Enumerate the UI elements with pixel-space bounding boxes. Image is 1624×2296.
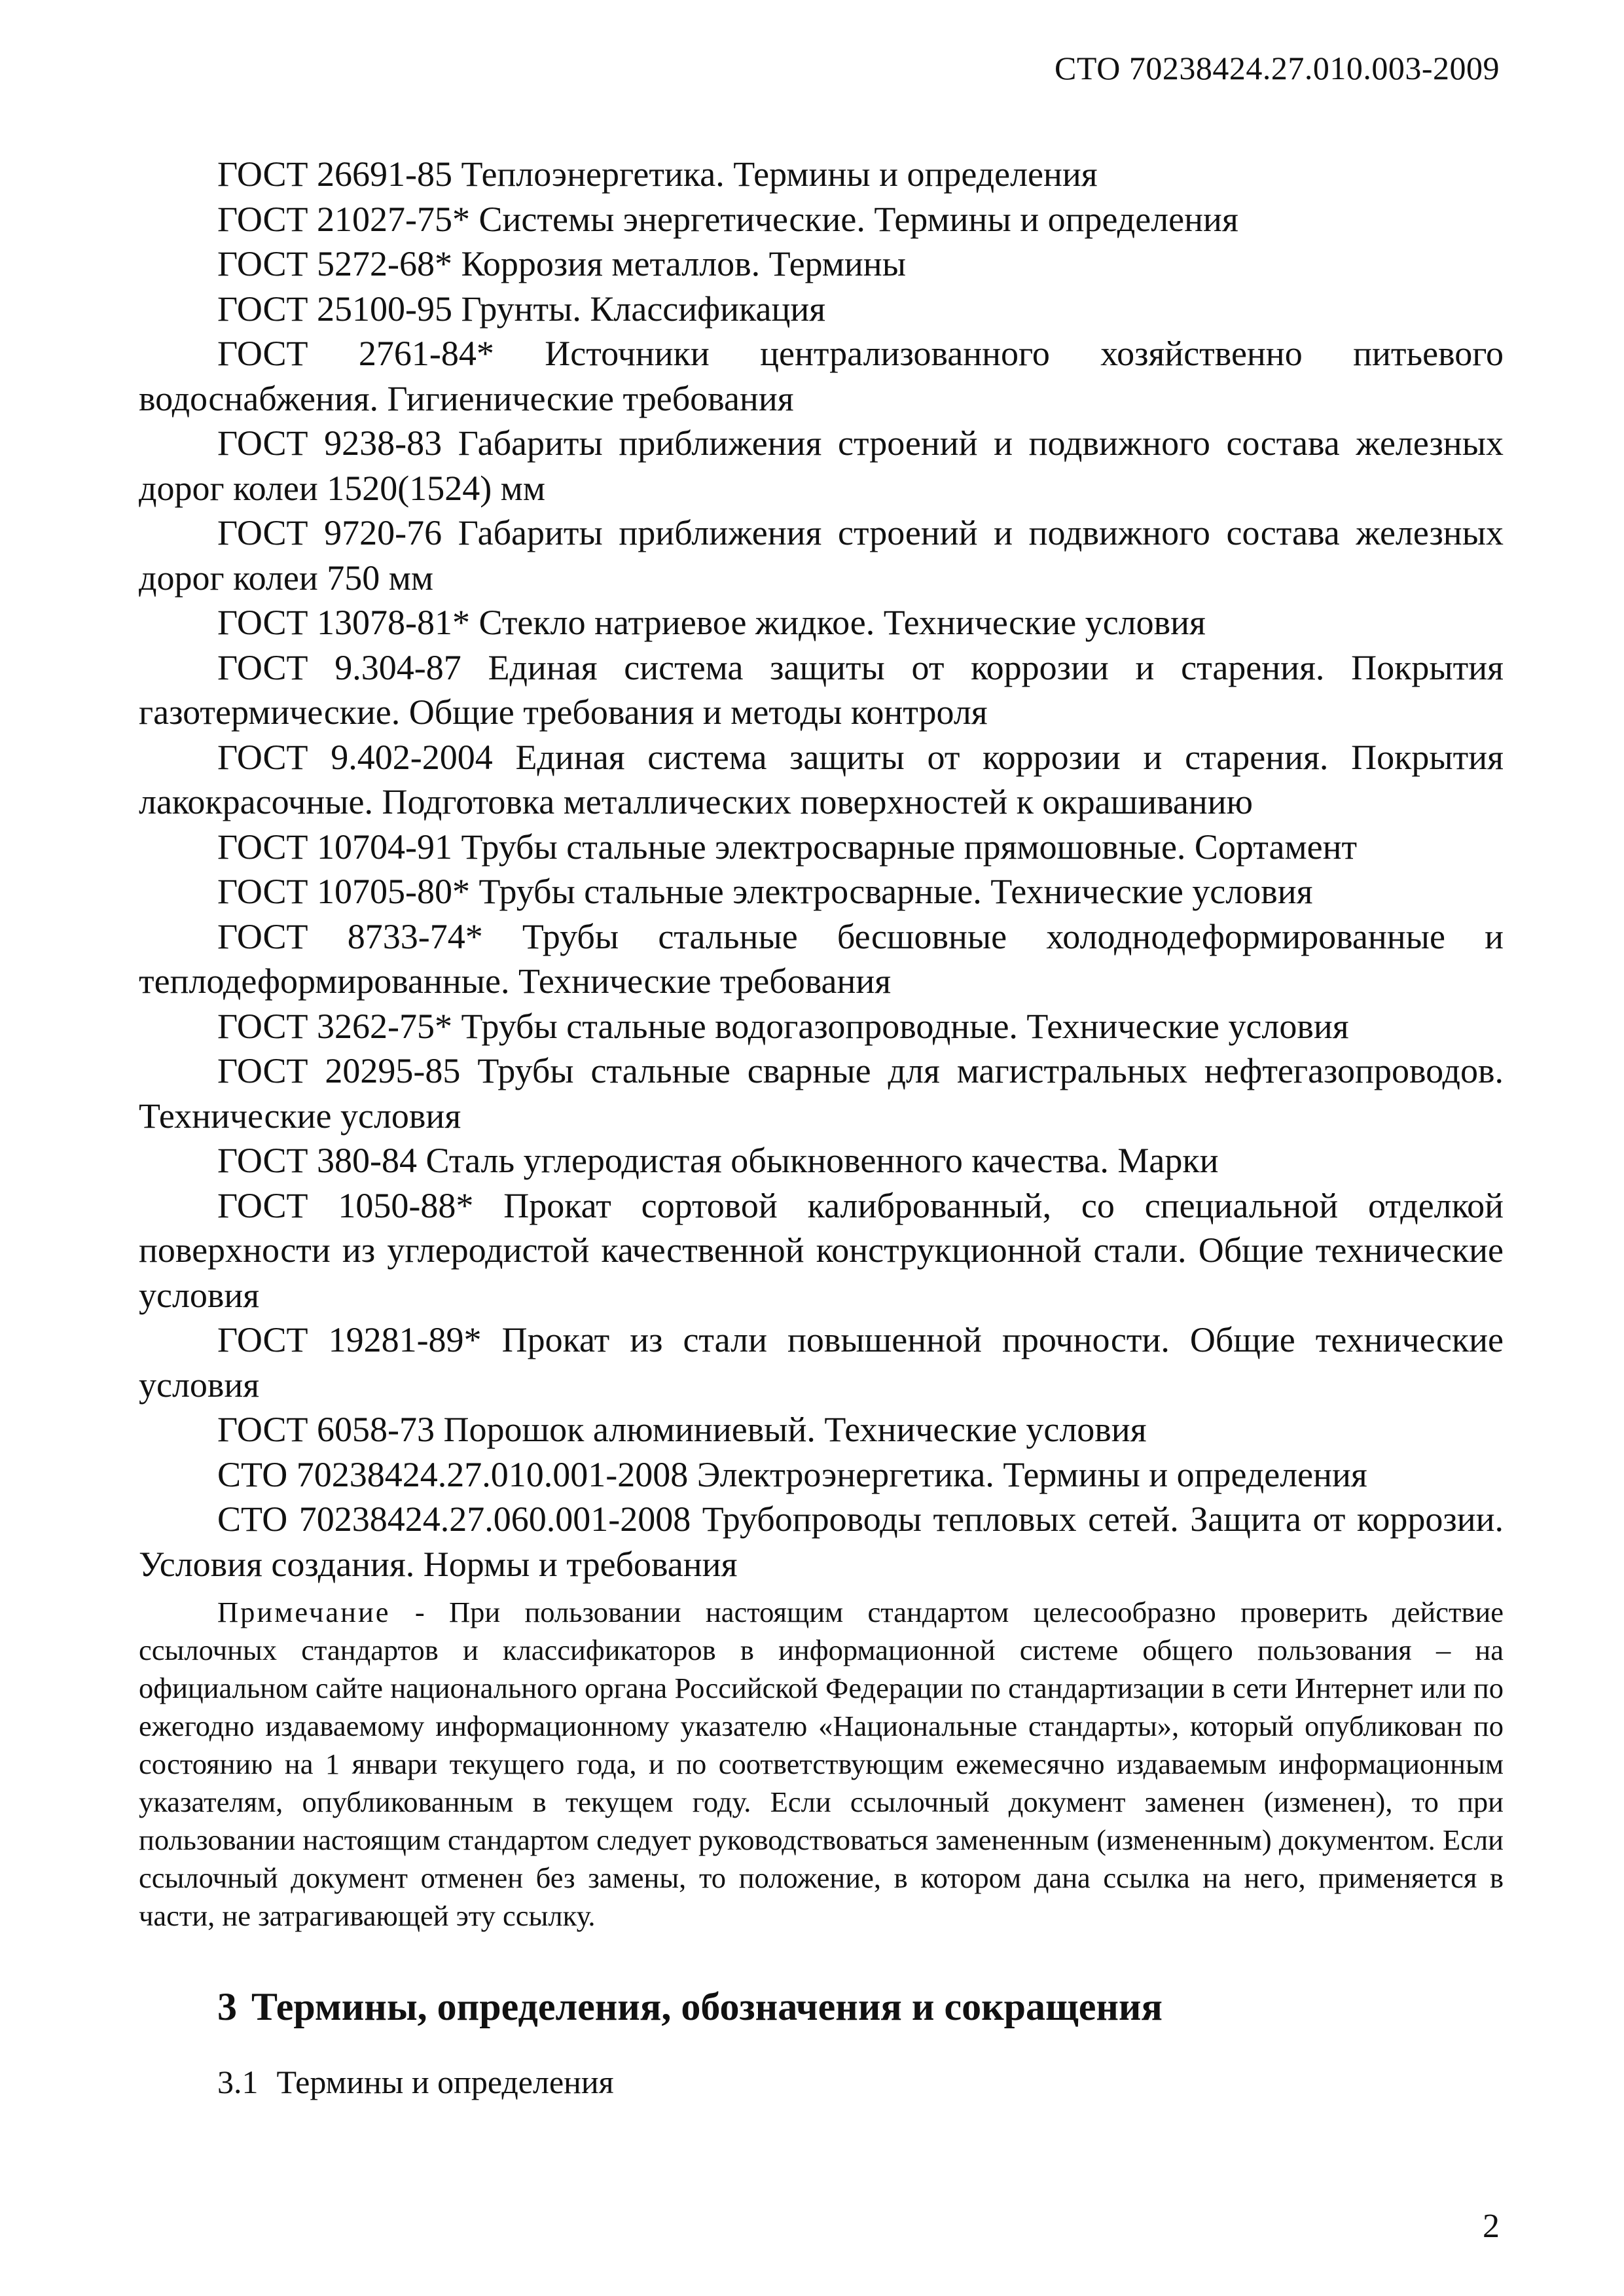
reference-entry: ГОСТ 19281-89* Прокат из стали повышенной прочности. Общие технические условия <box>139 1320 1504 1405</box>
reference-entry: ГОСТ 10705-80* Трубы стальные электросварные. Технические условия <box>217 872 1313 911</box>
reference-entry: ГОСТ 3262-75* Трубы стальные водогазопроводные. Технические условия <box>217 1006 1349 1046</box>
section-title: Термины, определения, обозначения и сокращения <box>251 1985 1163 2028</box>
reference-entry: ГОСТ 1050-88* Прокат сортовой калиброванный, со специальной отделкой поверхности из углеродистой качественной конструкционной стали. Общие технические условия <box>139 1185 1504 1315</box>
reference-entry: ГОСТ 25100-95 Грунты. Классификация <box>217 289 826 329</box>
subsection-heading <box>139 2060 1504 2104</box>
reference-entry: СТО 70238424.27.060.001-2008 Трубопроводы тепловых сетей. Защита от коррозии. Условия создания. Нормы и требования <box>139 1499 1504 1584</box>
reference-entry: ГОСТ 6058-73 Порошок алюминиевый. Технические условия <box>217 1410 1147 1449</box>
note-paragraph <box>139 1593 1504 1935</box>
reference-entry: ГОСТ 26691-85 Теплоэнергетика. Термины и определения <box>217 154 1098 194</box>
reference-entry: ГОСТ 9.402-2004 Единая система защиты от коррозии и старения. Покрытия лакокрасочные. Подготовка металлических поверхностей к окрашиванию <box>139 737 1504 821</box>
subsection-number: 3.1 <box>217 2064 259 2100</box>
reference-entry: ГОСТ 20295-85 Трубы стальные сварные для магистральных нефтегазопроводов. Технические условия <box>139 1051 1504 1136</box>
note-label: Примечание <box>217 1596 391 1628</box>
subsection-title: Термины и определения <box>276 2064 614 2100</box>
reference-entry: СТО 70238424.27.010.001-2008 Электроэнергетика. Термины и определения <box>217 1454 1367 1494</box>
reference-entry: ГОСТ 8733-74* Трубы стальные бесшовные холоднодеформированные и теплодеформированные. Технические требования <box>139 916 1504 1001</box>
note-text: - При пользовании настоящим стандартом целесообразно проверить действие ссылочных стандартов и классификаторов в информационной системе общего пользования – на официальном сайте национального органа Российской Федерации по стандартизации в сети Интернет или по ежегодно издаваемому информационному указателю «Национальные стандарты», который опубликован по состоянию на 1 январи текущего года, и по соответствующим ежемесячно издаваемым информационным указателям, опубликованным в текущем году. Если ссылочный документ заменен (изменен), то при пользовании настоящим стандартом следует руководствоваться замененным (измененным) документом. Если ссылочный документ отменен без замены, то положение, в котором дана ссылка на него, применяется в части, не затрагивающей эту ссылку. <box>139 1596 1504 1932</box>
section-number: 3 <box>217 1985 237 2028</box>
page-number: 2 <box>1483 2208 1500 2245</box>
reference-entry: ГОСТ 21027-75* Системы энергетические. Термины и определения <box>217 199 1238 239</box>
reference-entry: ГОСТ 9238-83 Габариты приближения строений и подвижного состава железных дорог колеи 1520(1524) мм <box>139 423 1504 508</box>
reference-entry: ГОСТ 5272-68* Коррозия металлов. Термины <box>217 244 906 283</box>
reference-entry: ГОСТ 380-84 Сталь углеродистая обыкновенного качества. Марки <box>217 1141 1219 1180</box>
document-body <box>139 152 1504 2104</box>
reference-entry: ГОСТ 2761-84* Источники централизованного хозяйственно питьевого водоснабжения. Гигиенические требования <box>139 334 1504 418</box>
document-code-header: СТО 70238424.27.010.003-2009 <box>1055 50 1500 86</box>
section-heading <box>139 1981 1504 2033</box>
reference-entry: ГОСТ 9.304-87 Единая система защиты от коррозии и старения. Покрытия газотермические. Общие требования и методы контроля <box>139 647 1504 732</box>
reference-entry: ГОСТ 13078-81* Стекло натриевое жидкое. Технические условия <box>217 603 1206 642</box>
reference-entry: ГОСТ 9720-76 Габариты приближения строений и подвижного состава железных дорог колеи 750 мм <box>139 513 1504 598</box>
reference-entry: ГОСТ 10704-91 Трубы стальные электросварные прямошовные. Сортамент <box>217 827 1358 867</box>
